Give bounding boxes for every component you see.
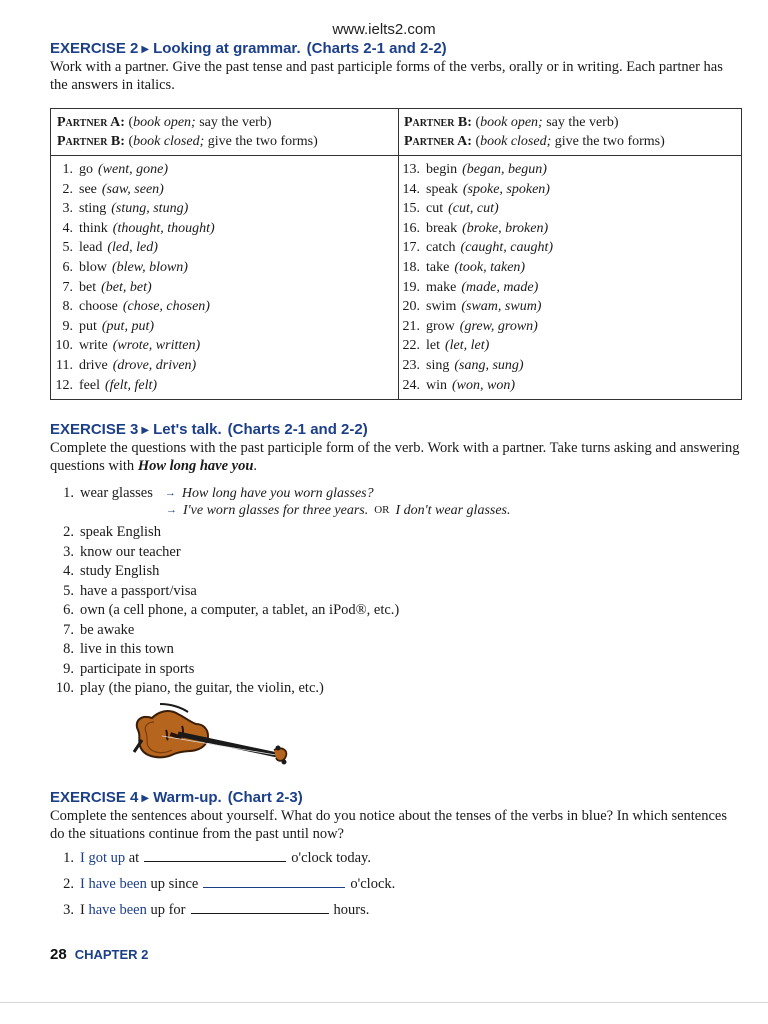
- item-number: 4.: [63, 563, 74, 579]
- item-text: own (a cell phone, a computer, a tablet, an iPod®, etc.): [80, 602, 400, 618]
- triangle-arrow-icon: ▶: [141, 44, 150, 55]
- verb-forms: (thought, thought): [112, 220, 215, 236]
- sentence-middle: up since: [150, 876, 199, 892]
- verb-base: go: [79, 162, 93, 177]
- item-number: 9.: [62, 318, 73, 334]
- item-number: 2.: [62, 181, 73, 197]
- verb-forms: (chose, chosen): [122, 299, 210, 315]
- verb-forms: (put, put): [101, 318, 154, 334]
- verb-base: sing: [426, 357, 450, 373]
- verb-forms: (began, begun): [462, 162, 547, 177]
- left-column-header: [57, 113, 318, 151]
- verb-row: [51, 238, 215, 258]
- verb-row: [51, 278, 215, 298]
- verb-forms-table: [50, 108, 742, 400]
- right-column-header: [404, 113, 665, 151]
- verb-base: begin: [426, 162, 458, 177]
- verb-base: take: [426, 259, 450, 275]
- table-divider-horizontal: [51, 155, 741, 156]
- item-number: 1.: [63, 850, 74, 866]
- item-text: study English: [80, 563, 160, 579]
- blue-verb: have been: [88, 902, 147, 918]
- verb-row: [398, 297, 553, 317]
- answer-blank[interactable]: [144, 849, 286, 862]
- blue-verb: I have been: [80, 876, 147, 892]
- verb-row: [398, 336, 553, 356]
- list-item: [52, 543, 399, 563]
- item-number: 2.: [63, 524, 74, 540]
- verb-row: [398, 278, 553, 298]
- bottom-rule: [0, 1002, 768, 1003]
- item-number: 12.: [55, 377, 73, 393]
- chapter-label: CHAPTER 2: [74, 947, 149, 962]
- verb-forms: (felt, felt): [104, 377, 158, 393]
- verb-forms: (sang, sung): [454, 357, 524, 373]
- header-italic: book open;: [480, 115, 543, 130]
- sentence-end: hours.: [333, 902, 370, 918]
- list-item: [52, 640, 399, 660]
- verb-row: [398, 219, 553, 239]
- verb-row: [51, 317, 215, 337]
- list-item: [52, 523, 399, 543]
- list-item: [52, 582, 399, 602]
- item-number: 6.: [63, 602, 74, 618]
- item-number: 3.: [62, 201, 73, 217]
- arrow-icon: →: [164, 487, 176, 499]
- verb-forms: (stung, stung): [111, 201, 189, 217]
- verb-row: [398, 160, 553, 180]
- verb-row: [398, 238, 553, 258]
- or-label: OR: [374, 504, 390, 516]
- header-line: Partner A: (book closed; give the two forms): [404, 134, 665, 149]
- item-number: 11.: [56, 357, 73, 373]
- exercise-title: Warm-up.: [153, 789, 222, 806]
- item-number: 8.: [63, 641, 74, 657]
- verb-row: [398, 258, 553, 278]
- item-number: 9.: [63, 660, 74, 677]
- partner-role: Partner A:: [57, 115, 125, 130]
- verb-base: swim: [426, 299, 457, 315]
- left-verb-list: [51, 160, 215, 395]
- item-text: play (the piano, the guitar, the violin, etc.): [80, 680, 324, 696]
- verb-row: [51, 336, 215, 356]
- arrow-icon: →: [166, 504, 177, 516]
- exercise-2-heading: [50, 40, 447, 57]
- verb-base: speak: [426, 181, 458, 197]
- item-number: 8.: [62, 299, 73, 315]
- verb-forms: (broke, broken): [462, 220, 549, 236]
- instructions-end: .: [253, 457, 258, 474]
- blue-verb: I got up: [80, 850, 126, 866]
- sentence-row: [52, 875, 395, 901]
- triangle-arrow-icon: ▶: [141, 425, 150, 436]
- item-text: live in this town: [80, 641, 174, 657]
- chart-reference: (Charts 2-1 and 2-2): [306, 40, 447, 57]
- verb-forms: (blew, blown): [112, 259, 188, 275]
- list-item: [52, 601, 399, 621]
- item-number: 15.: [402, 201, 420, 217]
- header-detail: say the verb): [199, 115, 272, 130]
- example-answer-1: I've worn glasses for three years.: [183, 503, 369, 518]
- exercise-3-items: [52, 523, 399, 699]
- verb-forms: (drove, driven): [112, 357, 197, 373]
- verb-base: write: [79, 338, 108, 354]
- verb-row: [51, 180, 215, 200]
- header-line: Partner A: (book open; say the verb): [57, 115, 272, 130]
- exercise-3-instructions: [50, 440, 740, 475]
- header-detail: give the two forms): [207, 134, 318, 149]
- partner-role: Partner B:: [57, 134, 125, 149]
- instructions-bold: How long have you: [137, 457, 254, 474]
- header-italic: book closed;: [480, 134, 552, 149]
- partner-role: Partner B:: [404, 115, 472, 130]
- chart-reference: (Charts 2-1 and 2-2): [227, 421, 368, 438]
- verb-base: lead: [79, 240, 103, 256]
- exercise-title: Looking at grammar.: [153, 40, 301, 57]
- example-item: [52, 485, 511, 519]
- right-verb-list: [398, 160, 553, 395]
- list-item: [52, 679, 399, 699]
- header-italic: book open;: [133, 115, 196, 130]
- item-number: 17.: [402, 240, 420, 256]
- sentence-row: [52, 901, 395, 927]
- exercise-label: EXERCISE 3: [50, 421, 139, 438]
- exercise-4-heading: [50, 789, 303, 806]
- verb-forms: (made, made): [461, 279, 539, 295]
- verb-base: cut: [426, 201, 444, 217]
- answer-blank[interactable]: [203, 875, 345, 888]
- item-number: 5.: [63, 582, 74, 599]
- item-text: be awake: [80, 621, 135, 638]
- header-line: Partner B: (book open; say the verb): [404, 115, 619, 130]
- verb-forms: (saw, seen): [101, 181, 164, 197]
- exercise-4-sentences: [52, 849, 395, 927]
- exercise-title: Let's talk.: [153, 421, 222, 438]
- verb-base: bet: [79, 279, 97, 295]
- verb-base: sting: [79, 201, 107, 217]
- verb-base: make: [426, 279, 457, 295]
- item-number: 19.: [402, 279, 420, 295]
- item-text: know our teacher: [80, 543, 181, 560]
- item-number: 21.: [402, 318, 420, 334]
- verb-forms: (wrote, written): [112, 338, 201, 354]
- sentence-middle: up for: [150, 902, 186, 918]
- item-number: 10.: [55, 338, 73, 354]
- item-number: 3.: [63, 543, 74, 560]
- verb-forms: (swam, swum): [461, 299, 542, 315]
- verb-base: blow: [79, 259, 107, 275]
- example-question: How long have you worn glasses?: [181, 486, 374, 501]
- triangle-arrow-icon: ▶: [141, 793, 150, 804]
- exercise-label: EXERCISE 2: [50, 40, 139, 57]
- list-item: [52, 660, 399, 680]
- verb-forms: (led, led): [107, 240, 158, 256]
- item-number: 10.: [55, 680, 74, 696]
- verb-base: think: [79, 220, 108, 236]
- verb-forms: (let, let): [445, 338, 490, 354]
- item-number: 2.: [63, 876, 74, 892]
- verb-base: win: [426, 377, 447, 393]
- verb-forms: (went, gone): [98, 162, 168, 177]
- header-detail: say the verb): [546, 115, 619, 130]
- sentence-row: [52, 849, 395, 875]
- page-footer: [50, 946, 148, 964]
- verb-base: put: [79, 318, 97, 334]
- example-line-1: [52, 485, 511, 502]
- item-number: 1.: [62, 162, 73, 177]
- verb-row: [51, 199, 215, 219]
- item-number: 24.: [402, 377, 420, 393]
- verb-forms: (took, taken): [454, 259, 526, 275]
- item-number: 13.: [402, 162, 420, 177]
- verb-base: break: [426, 220, 458, 236]
- verb-forms: (bet, bet): [101, 279, 152, 295]
- list-item: [52, 621, 399, 641]
- exercise-label: EXERCISE 4: [50, 789, 139, 806]
- verb-row: [51, 219, 215, 239]
- verb-row: [51, 376, 215, 396]
- item-number: 4.: [62, 220, 73, 236]
- header-detail: give the two forms): [554, 134, 665, 149]
- verb-row: [398, 356, 553, 376]
- example-line-2: [166, 502, 511, 519]
- verb-base: let: [426, 338, 440, 354]
- example-prompt: wear glasses: [80, 485, 153, 501]
- verb-forms: (cut, cut): [448, 201, 499, 217]
- verb-row: [398, 199, 553, 219]
- verb-row: [398, 180, 553, 200]
- verb-base: choose: [79, 299, 118, 315]
- header-line: Partner B: (book closed; give the two forms): [57, 134, 318, 149]
- item-number: 22.: [402, 338, 420, 354]
- verb-row: [51, 258, 215, 278]
- item-number: 18.: [402, 259, 420, 275]
- item-text: participate in sports: [80, 660, 195, 677]
- item-number: 20.: [402, 299, 420, 315]
- exercise-4-instructions: Complete the sentences about yourself. What do you notice about the tenses of the verbs in blue? In which sentences do the situations continue from the past until now?: [50, 808, 728, 842]
- verb-base: feel: [79, 377, 100, 393]
- verb-base: catch: [426, 240, 456, 256]
- verb-base: grow: [426, 318, 455, 334]
- item-text: have a passport/visa: [80, 582, 197, 599]
- item-text: speak English: [80, 524, 161, 540]
- verb-row: [51, 356, 215, 376]
- sentence-end: o'clock.: [350, 876, 396, 892]
- item-number: 6.: [62, 259, 73, 275]
- item-number: 23.: [402, 357, 420, 373]
- item-number: 14.: [402, 181, 420, 197]
- sentence-middle: at: [128, 850, 140, 866]
- sentence-end: o'clock today.: [291, 850, 371, 866]
- verb-forms: (spoke, spoken): [462, 181, 550, 197]
- chart-reference: (Chart 2-3): [227, 789, 303, 806]
- answer-blank[interactable]: [191, 901, 329, 914]
- item-number: 1.: [63, 485, 74, 501]
- verb-base: see: [79, 181, 97, 197]
- example-answer-2: I don't wear glasses.: [395, 503, 511, 518]
- exercise-3-heading: [50, 421, 368, 438]
- site-url[interactable]: www.ielts2.com: [332, 21, 436, 38]
- verb-row: [398, 317, 553, 337]
- verb-row: [51, 297, 215, 317]
- instructions-text: Complete the questions with the past participle form of the verb. Work with a partner. Take turns asking and answering questions with: [50, 440, 740, 474]
- verb-forms: (grew, grown): [459, 318, 538, 334]
- item-number: 3.: [63, 902, 74, 918]
- verb-row: [398, 376, 553, 396]
- header-italic: book closed;: [133, 134, 205, 149]
- partner-role: Partner A:: [404, 134, 472, 149]
- verb-base: drive: [79, 357, 108, 373]
- page-number: 28: [50, 946, 67, 963]
- exercise-2-instructions: Work with a partner. Give the past tense and past participle forms of the verbs, orally or in writing. Each partner has the answers in italics.: [50, 59, 723, 93]
- list-item: [52, 562, 399, 582]
- violin-icon: [132, 700, 292, 768]
- sentence-start: I: [80, 902, 85, 918]
- item-number: 16.: [402, 220, 420, 236]
- violin-drawing: [134, 704, 287, 765]
- verb-forms: (won, won): [452, 377, 515, 393]
- verb-row: [51, 160, 215, 180]
- item-number: 7.: [63, 621, 74, 638]
- verb-forms: (caught, caught): [460, 240, 554, 256]
- item-number: 7.: [62, 279, 73, 295]
- item-number: 5.: [62, 240, 73, 256]
